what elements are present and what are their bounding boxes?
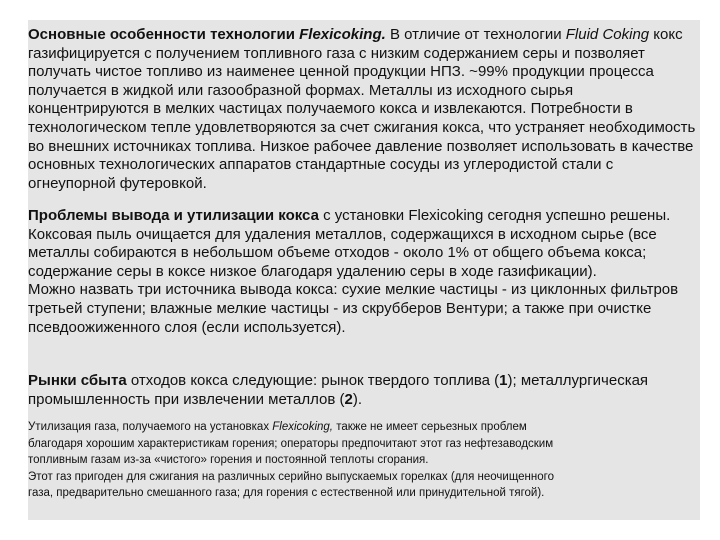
gas-line-4: Этот газ пригоден для сжигания на различных серийно выпускаемых горелках (для неочищенного: [28, 470, 554, 483]
section3-body-c: ).: [352, 390, 363, 408]
section1-body-a: В отличие от технологии: [385, 26, 566, 43]
coke-markets-paragraph: [28, 372, 698, 409]
section3-ref1: 1: [499, 372, 508, 389]
gas-line-3: топливным газам из-за «чистого» горения и постоянной теплоты сгорания.: [28, 454, 429, 467]
section1-heading: [28, 26, 386, 43]
gas-line-1-italic: Flexicoking,: [272, 421, 333, 433]
section3-body-a: отходов кокса следующие: рынок твердого топлива (: [126, 372, 500, 389]
gas-line-5: газа, предварительно смешанного газа; для горения с естественной или принудительной тягой).: [28, 487, 545, 500]
coke-disposal-paragraph: [28, 207, 698, 337]
gas-line-1: [28, 419, 698, 436]
section2-body-b: Можно назвать три источника вывода кокса: сухие мелкие частицы - из циклонных фильтров третьей ступени; влажные мелкие частицы - из скрубберов Вентури; а также при очистке псевдоожиженного слоя (если используется).: [28, 281, 679, 336]
section1-body-b: кокс газифицируется с получением топливного газа с низким содержанием серы и позволяет получать чистое топливо из наименее ценной продукции НПЗ. ~99% продукции процесса получается в жидкой или газообразной формах. Металлы из исходного сырья концентрируются в мелких частицах получаемого кокса и извлекаются. Потребности в технологическом тепле удовлетворяются за счет сжигания кокса, что устраняет необходимость во внешних источниках топлива. Низкое рабочее давление позволяет использовать в качестве основных технологических аппаратов стандартные сосуды из углеродистой стали с огнеупорной футеровкой.: [28, 26, 696, 192]
section3-body-b: ); металлургическая промышленность при извлечении металлов (: [28, 372, 649, 408]
section1-heading-text: Основные особенности технологии: [28, 26, 300, 43]
fluid-coking-term: Fluid Coking: [565, 26, 650, 43]
section3-heading: Рынки сбыта: [28, 372, 127, 389]
section1-heading-italic: Flexicoking.: [299, 26, 386, 43]
gas-utilization-paragraph: [28, 419, 698, 502]
flexicoking-features-paragraph: [28, 26, 698, 193]
gas-line-2: благодаря хорошим характеристикам горения; операторы предпочитают этот газ нефтезаводским: [28, 437, 554, 450]
gas-line-1-b: также не имеет серьезных проблем: [333, 421, 527, 433]
section2-heading: Проблемы вывода и утилизации кокса: [28, 207, 319, 224]
gas-line-1-a: Утилизация газа, получаемого на установках: [28, 421, 273, 433]
section3-ref2: 2: [344, 390, 353, 408]
section2-body-a: с установки Flexicoking сегодня успешно решены. Коксовая пыль очищается для удаления металлов, содержащихся в исходном сырье (все металлы собираются в небольшом объеме отходов - около 1% от общего объема кокса; содержание серы в коксе низкое благодаря удалению серы в ходе газификации).: [28, 207, 671, 280]
